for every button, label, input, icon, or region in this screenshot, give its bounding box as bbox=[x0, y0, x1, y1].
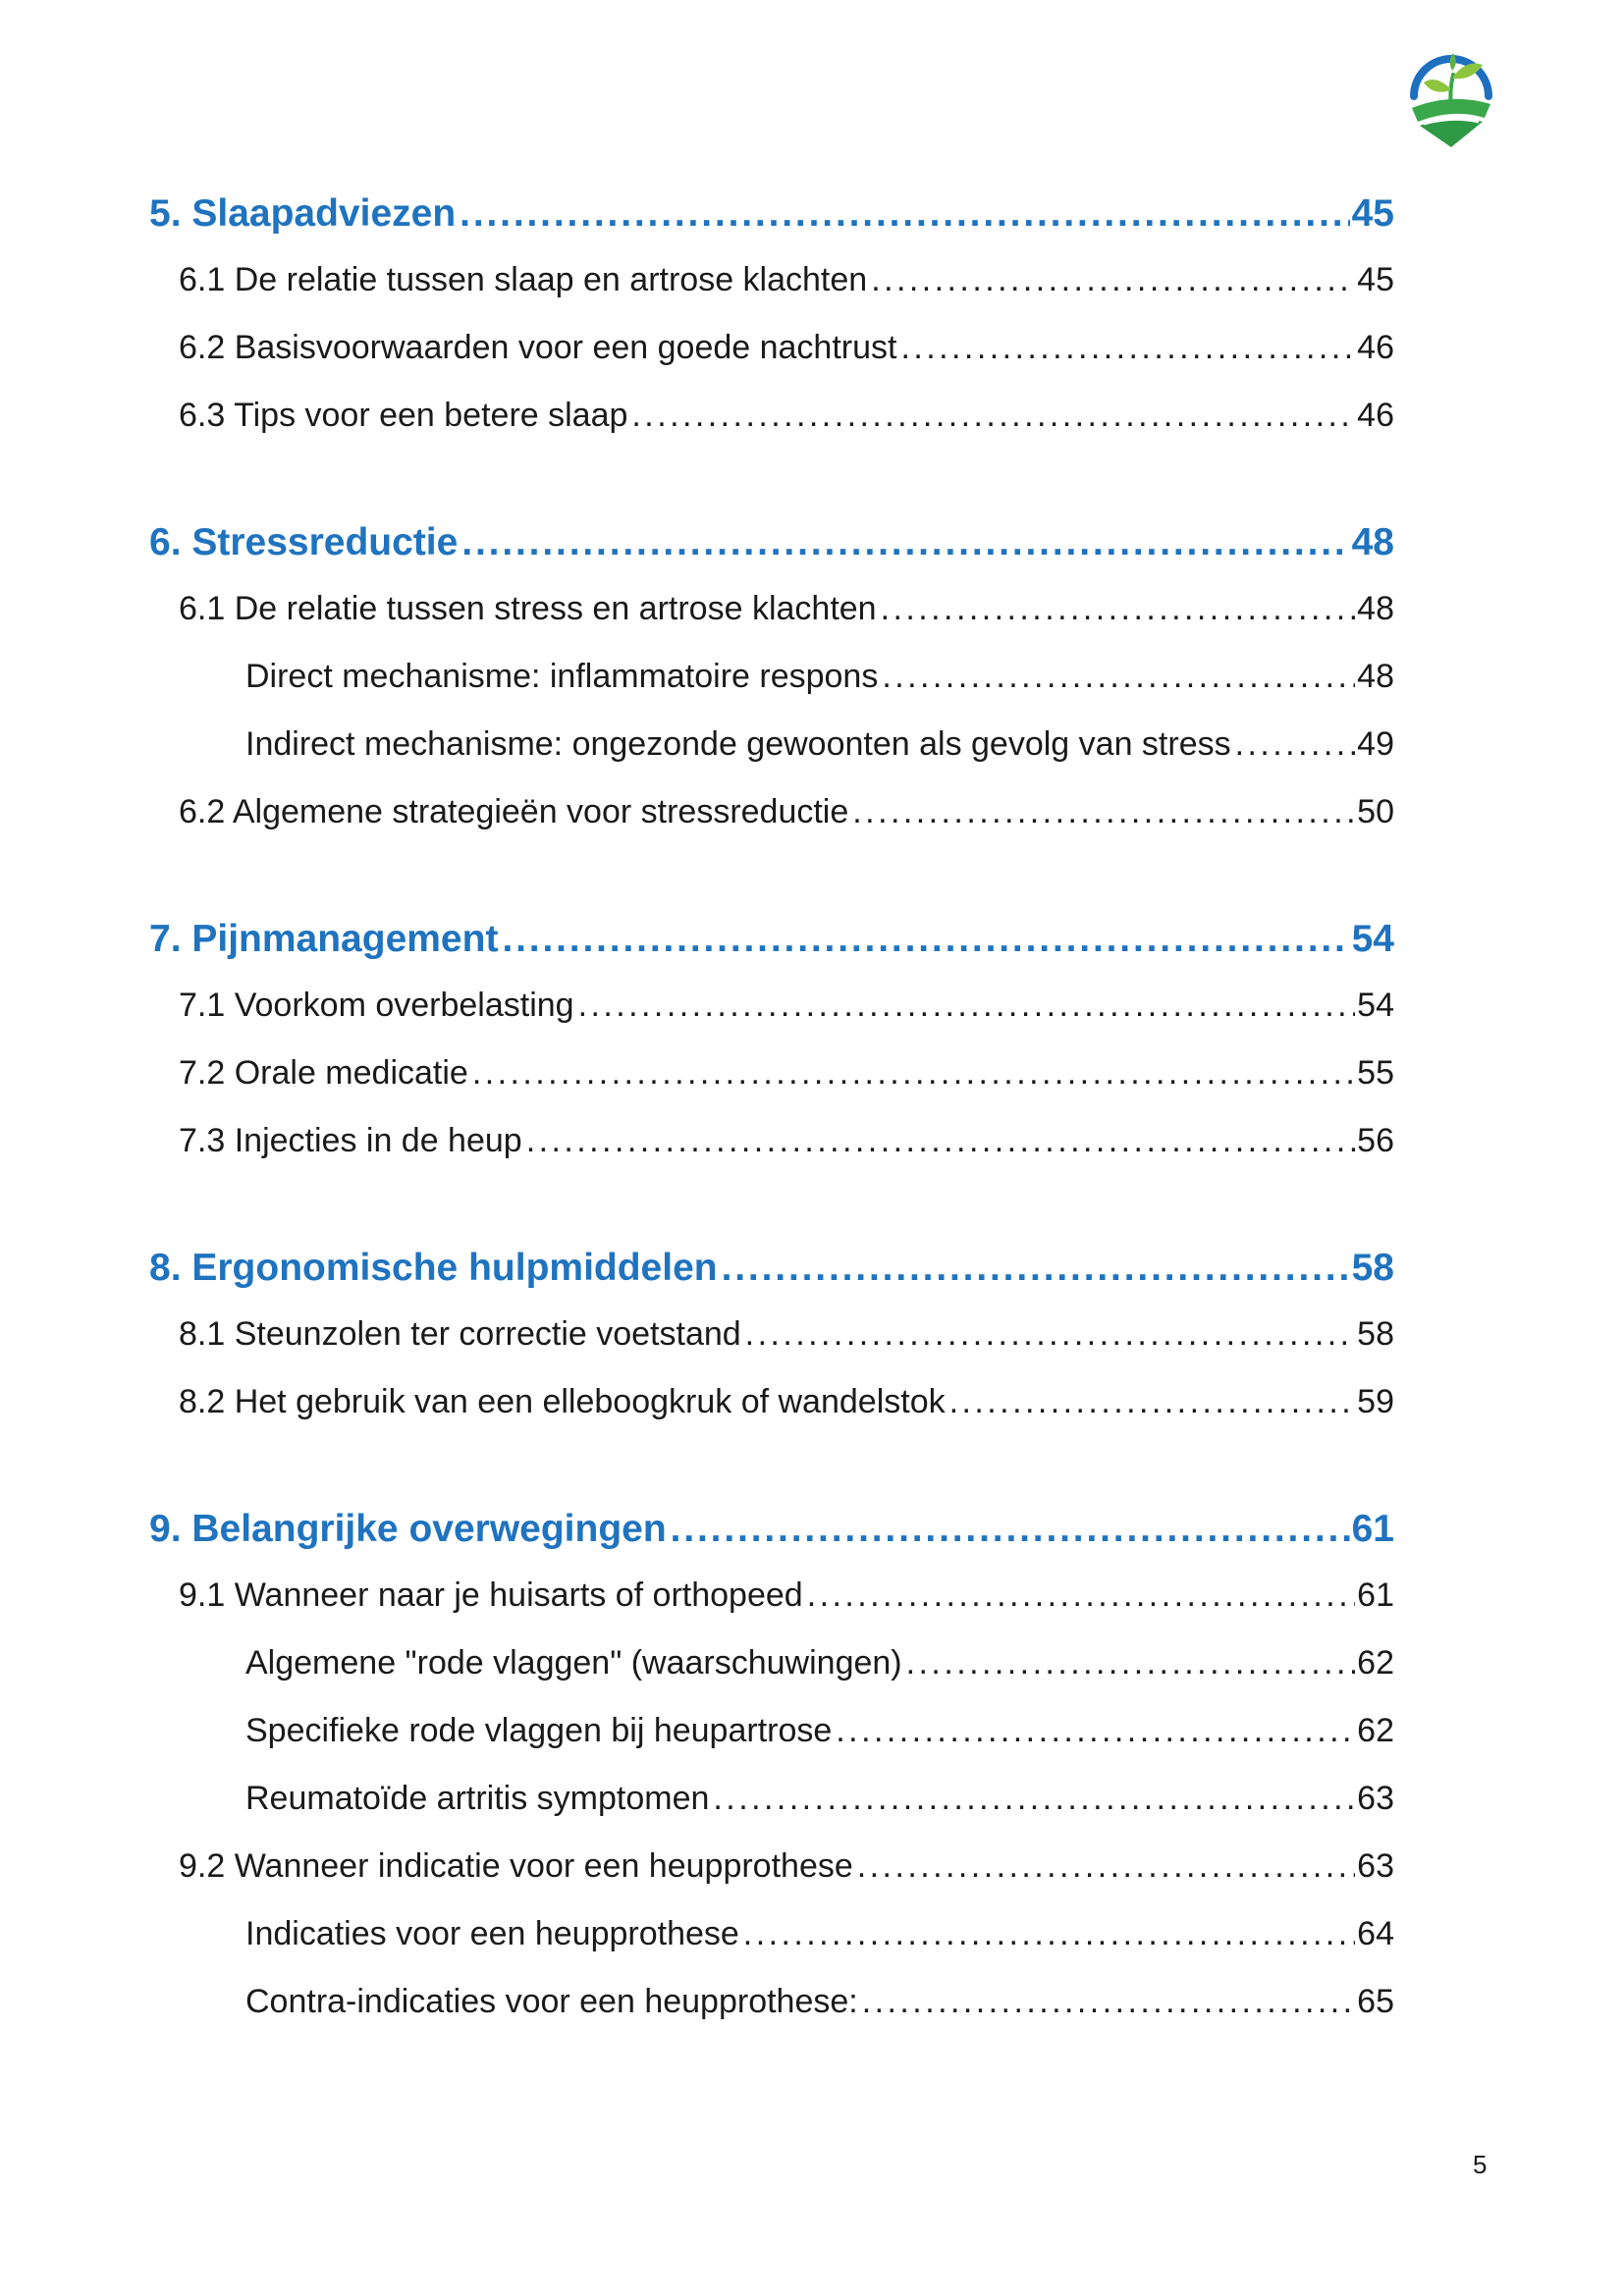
toc-entry-page: 49 bbox=[1357, 725, 1394, 763]
dot-leader bbox=[526, 1122, 1355, 1160]
toc-entry-page: 64 bbox=[1357, 1915, 1394, 1952]
toc-section bbox=[149, 918, 1394, 1190]
dot-leader bbox=[461, 521, 1349, 564]
toc-chapter-entry[interactable] bbox=[149, 521, 1394, 590]
toc-chapter-title: 9. Belangrijke overwegingen bbox=[149, 1508, 667, 1550]
dot-leader bbox=[502, 918, 1349, 961]
toc-section bbox=[149, 192, 1394, 464]
toc-entry-title: Indirect mechanisme: ongezonde gewoonten als gevolg van stress bbox=[245, 725, 1231, 763]
dot-leader bbox=[807, 1576, 1355, 1615]
dot-leader bbox=[472, 1054, 1355, 1093]
dot-leader bbox=[871, 261, 1355, 299]
toc-subsection-entry[interactable] bbox=[149, 329, 1394, 397]
toc-subsection-entry[interactable] bbox=[149, 793, 1394, 861]
toc-entry-title: Contra-indicaties voor een heupprothese: bbox=[245, 1983, 858, 2020]
toc-subsection-entry[interactable] bbox=[149, 1315, 1394, 1383]
dot-leader bbox=[578, 987, 1356, 1025]
toc-entry-page: 59 bbox=[1357, 1383, 1394, 1420]
dot-leader bbox=[857, 1847, 1355, 1886]
toc-entry-page: 65 bbox=[1357, 1983, 1394, 2020]
toc-subsection-entry[interactable] bbox=[149, 987, 1394, 1054]
dot-leader bbox=[862, 1983, 1355, 2021]
dot-leader bbox=[631, 397, 1355, 435]
toc-subsection-entry[interactable] bbox=[149, 590, 1394, 658]
toc-subsubsection-entry[interactable] bbox=[149, 725, 1394, 793]
toc-subsubsection-entry[interactable] bbox=[149, 1712, 1394, 1780]
toc-chapter-page: 58 bbox=[1351, 1247, 1394, 1289]
dot-leader bbox=[900, 329, 1355, 367]
toc-entry-title: Algemene "rode vlaggen" (waarschuwingen) bbox=[245, 1644, 902, 1682]
dot-leader bbox=[836, 1712, 1355, 1750]
toc-entry-title: 6.2 Basisvoorwaarden voor een goede nachtrust bbox=[179, 329, 897, 366]
toc-entry-title: Reumatoïde artritis symptomen bbox=[245, 1780, 710, 1817]
dot-leader bbox=[745, 1315, 1356, 1354]
dot-leader bbox=[460, 192, 1349, 236]
toc-chapter-title: 5. Slaapadviezen bbox=[149, 192, 457, 235]
toc-subsubsection-entry[interactable] bbox=[149, 1644, 1394, 1712]
toc-entry-title: 6.3 Tips voor een betere slaap bbox=[179, 397, 628, 434]
dot-leader bbox=[882, 658, 1355, 696]
toc-subsection-entry[interactable] bbox=[149, 1122, 1394, 1190]
toc-subsection-entry[interactable] bbox=[149, 1383, 1394, 1451]
toc-entry-title: 9.2 Wanneer indicatie voor een heupprothese bbox=[179, 1847, 853, 1885]
toc-entry-title: Specifieke rode vlaggen bij heupartrose bbox=[245, 1712, 833, 1749]
page-number: 5 bbox=[1473, 2150, 1488, 2179]
dot-leader bbox=[949, 1383, 1356, 1421]
toc-chapter-entry[interactable] bbox=[149, 192, 1394, 261]
toc-section bbox=[149, 1508, 1394, 2051]
toc-entry-page: 46 bbox=[1357, 397, 1394, 434]
toc-subsubsection-entry[interactable] bbox=[149, 658, 1394, 725]
toc-subsubsection-entry[interactable] bbox=[149, 1915, 1394, 1983]
toc-entry-title: 6.2 Algemene strategieën voor stressreductie bbox=[179, 793, 849, 830]
toc-chapter-entry[interactable] bbox=[149, 1247, 1394, 1315]
toc-chapter-title: 8. Ergonomische hulpmiddelen bbox=[149, 1247, 718, 1289]
toc-entry-page: 63 bbox=[1357, 1780, 1394, 1817]
table-of-contents bbox=[149, 192, 1394, 2108]
dot-leader bbox=[722, 1247, 1350, 1290]
toc-entry-page: 61 bbox=[1357, 1576, 1394, 1614]
toc-entry-page: 55 bbox=[1357, 1054, 1394, 1092]
toc-entry-title: 8.2 Het gebruik van een elleboogkruk of wandelstok bbox=[179, 1383, 946, 1420]
toc-entry-title: 7.1 Voorkom overbelasting bbox=[179, 987, 574, 1024]
toc-subsection-entry[interactable] bbox=[149, 1054, 1394, 1122]
dot-leader bbox=[671, 1508, 1350, 1551]
toc-entry-page: 56 bbox=[1357, 1122, 1394, 1159]
toc-chapter-page: 45 bbox=[1351, 192, 1394, 235]
dot-leader bbox=[743, 1915, 1355, 1953]
toc-chapter-entry[interactable] bbox=[149, 1508, 1394, 1576]
toc-entry-page: 62 bbox=[1357, 1644, 1394, 1682]
toc-entry-page: 48 bbox=[1357, 590, 1394, 627]
toc-entry-title: Indicaties voor een heupprothese bbox=[245, 1915, 739, 1952]
toc-chapter-title: 7. Pijnmanagement bbox=[149, 918, 499, 960]
toc-subsubsection-entry[interactable] bbox=[149, 1780, 1394, 1847]
toc-subsection-entry[interactable] bbox=[149, 1847, 1394, 1915]
toc-section bbox=[149, 1247, 1394, 1451]
toc-entry-page: 50 bbox=[1357, 793, 1394, 830]
dot-leader bbox=[713, 1780, 1355, 1818]
toc-entry-page: 58 bbox=[1357, 1315, 1394, 1353]
dot-leader bbox=[1235, 725, 1356, 764]
toc-entry-page: 48 bbox=[1357, 658, 1394, 695]
toc-chapter-page: 48 bbox=[1351, 521, 1394, 563]
toc-subsubsection-entry[interactable] bbox=[149, 1983, 1394, 2051]
toc-entry-title: 7.3 Injecties in de heup bbox=[179, 1122, 522, 1159]
toc-section bbox=[149, 521, 1394, 861]
toc-entry-page: 46 bbox=[1357, 329, 1394, 366]
toc-entry-page: 45 bbox=[1357, 261, 1394, 298]
toc-entry-page: 63 bbox=[1357, 1847, 1394, 1885]
toc-entry-title: 8.1 Steunzolen ter correctie voetstand bbox=[179, 1315, 741, 1353]
toc-chapter-entry[interactable] bbox=[149, 918, 1394, 987]
toc-entry-title: 6.1 De relatie tussen slaap en artrose klachten bbox=[179, 261, 868, 298]
toc-entry-title: 9.1 Wanneer naar je huisarts of orthopeed bbox=[179, 1576, 803, 1614]
toc-subsection-entry[interactable] bbox=[149, 261, 1394, 329]
dot-leader bbox=[852, 793, 1355, 831]
toc-subsection-entry[interactable] bbox=[149, 1576, 1394, 1644]
plant-sprout-logo-icon bbox=[1404, 43, 1498, 151]
toc-chapter-page: 61 bbox=[1351, 1508, 1394, 1550]
toc-entry-page: 54 bbox=[1357, 987, 1394, 1024]
toc-chapter-title: 6. Stressreductie bbox=[149, 521, 459, 563]
toc-subsection-entry[interactable] bbox=[149, 397, 1394, 464]
toc-entry-title: 6.1 De relatie tussen stress en artrose klachten bbox=[179, 590, 877, 627]
toc-entry-page: 62 bbox=[1357, 1712, 1394, 1749]
toc-chapter-page: 54 bbox=[1351, 918, 1394, 960]
dot-leader bbox=[881, 590, 1356, 628]
toc-entry-title: Direct mechanisme: inflammatoire respons bbox=[245, 658, 879, 695]
dot-leader bbox=[906, 1644, 1356, 1682]
toc-entry-title: 7.2 Orale medicatie bbox=[179, 1054, 468, 1092]
